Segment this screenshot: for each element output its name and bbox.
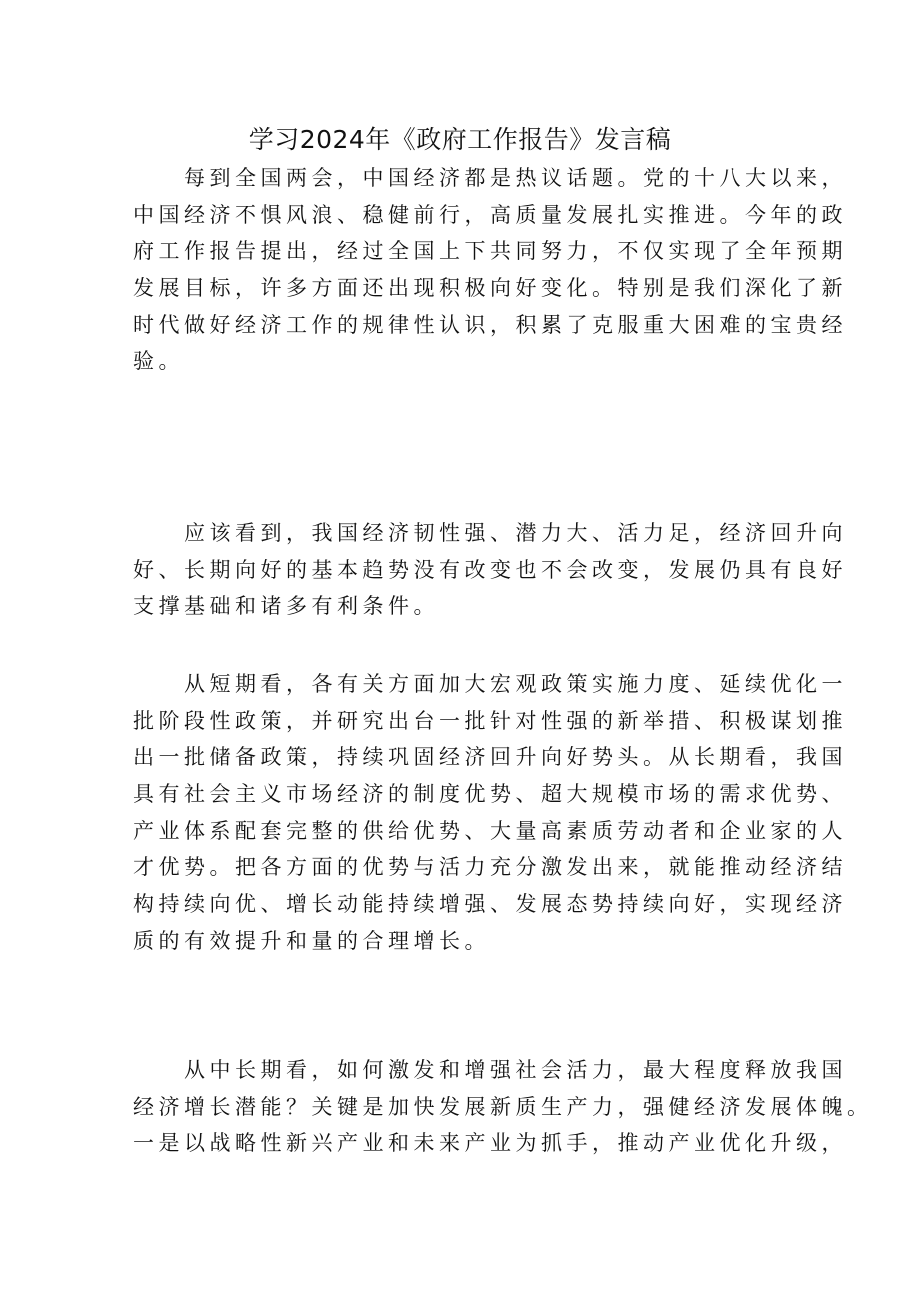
text-line: 一是以战略性新兴产业和未来产业为抓手，推动产业优化升级， [133,1131,847,1156]
text-line: 应该看到，我国经济韧性强、潜力大、活力足，经济回升向 [133,521,847,545]
paragraph-4 [133,1052,873,1162]
text-line: 发展目标，许多方面还出现积极向好变化。特别是我们深化了新 [133,276,847,301]
text-line: 构持续向优、增长动能持续增强、发展态势持续向好，实现经济 [133,892,847,917]
text-line: 批阶段性政策，并研究出台一批针对性强的新举措、积极谋划推 [133,708,847,733]
text-line: 经济增长潜能？关键是加快发展新质生产力，强健经济发展体魄。 [133,1094,873,1119]
text-line: 府工作报告提出，经过全国上下共同努力，不仅实现了全年预期 [133,239,847,264]
text-line: 具有社会主义市场经济的制度优势、超大规模市场的需求优势、 [133,782,847,807]
text-line: 中国经济不惧风浪、稳健前行，高质量发展扎实推进。今年的政 [133,202,847,227]
text-line: 才优势。把各方面的优势与活力充分激发出来，就能推动经济结 [133,855,847,880]
text-line: 从短期看，各有关方面加大宏观政策实施力度、延续优化一 [133,672,847,696]
text-line: 出一批储备政策，持续巩固经济回升向好势头。从长期看，我国 [133,745,847,770]
text-line: 从中长期看，如何激发和增强社会活力，最大程度释放我国 [133,1058,847,1082]
paragraph-3 [133,666,847,960]
text-line: 时代做好经济工作的规律性认识，积累了克服重大困难的宝贵经 [133,312,847,337]
text-line: 验。 [133,349,184,374]
paragraph-1 [133,160,847,380]
text-line: 好、长期向好的基本趋势没有改变也不会改变，发展仍具有良好 [133,557,847,582]
paragraph-2 [133,515,847,625]
text-line: 质的有效提升和量的合理增长。 [133,928,490,953]
text-line: 每到全国两会，中国经济都是热议话题。党的十八大以来， [133,166,847,190]
text-line: 产业体系配套完整的供给优势、大量高素质劳动者和企业家的人 [133,818,847,843]
document-title: 学习2024年《政府工作报告》发言稿 [248,125,672,154]
text-line: 支撑基础和诸多有利条件。 [133,594,439,619]
